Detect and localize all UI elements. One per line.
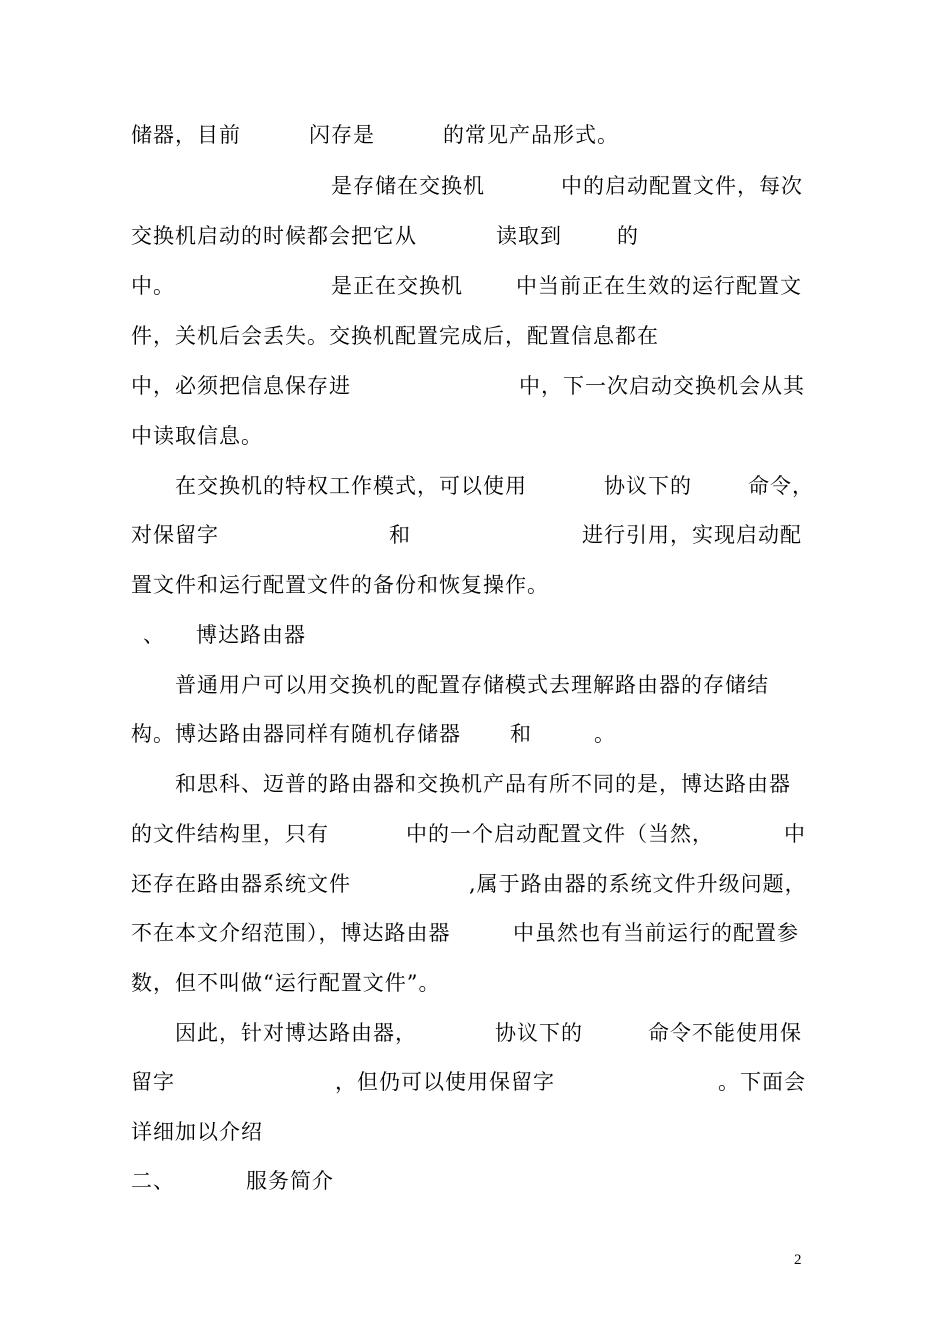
text-segment: 详细加以介绍 (131, 1120, 263, 1144)
text-segment: 因此，针对博达路由器， (175, 1021, 417, 1045)
text-segment: 的文件结构里，只有 (131, 822, 329, 846)
text-segment: 读取到 (496, 224, 562, 248)
section-number: 二、 (131, 1169, 175, 1193)
text-segment: 留字 (131, 1070, 175, 1094)
text-segment: 命令不能使用保 (648, 1021, 802, 1045)
text-segment: 不在本文介绍范围），博达路由器 (131, 921, 451, 945)
text-segment: 还存在路由器系统文件 (131, 872, 351, 896)
text-segment: 是正在交换机 (331, 274, 463, 298)
text-segment: 命令， (748, 474, 814, 498)
section-heading: 博达路由器 (196, 623, 306, 647)
text-segment: 件，关机后会丢失。交换机配置完成后，配置信息都在 (131, 324, 659, 348)
text-segment: 交换机启动的时候都会把它从 (131, 224, 417, 248)
text-segment: 构。博达路由器同样有随机存储器 (131, 722, 461, 746)
text-segment: 中虽然也有当前运行的配置参 (513, 921, 799, 945)
text-segment: 置文件和运行配置文件的备份和恢复操作。 (131, 573, 549, 597)
text-segment: 中，下一次启动交换机会从其 (519, 374, 805, 398)
text-segment: 协议下的 (604, 474, 692, 498)
text-segment: 和 (389, 523, 411, 547)
text-segment: 是存储在交换机 (331, 174, 485, 198)
page-number: 2 (794, 1252, 802, 1268)
text-segment: ，但仍可以使用保留字 (335, 1070, 555, 1094)
text-segment: 中 (784, 822, 806, 846)
text-segment: 数，但不叫做“运行配置文件”。 (131, 971, 441, 995)
text-segment: 中的启动配置文件，每次 (561, 174, 803, 198)
section-number: 、 (143, 623, 165, 647)
text-segment: 。 (594, 722, 616, 746)
text-segment: 闪存是 (309, 123, 375, 147)
text-segment: 对保留字 (131, 523, 219, 547)
text-segment: 在交换机的特权工作模式，可以使用 (175, 474, 527, 498)
text-segment: 。下面会 (718, 1070, 806, 1094)
text-segment: ,属于路由器的系统文件升级问题， (469, 872, 807, 896)
text-segment: 协议下的 (495, 1021, 583, 1045)
text-segment: 中读取信息。 (131, 424, 263, 448)
text-segment: 中。 (131, 274, 175, 298)
text-segment: 中，必须把信息保存进 (131, 374, 351, 398)
text-segment: 进行引用，实现启动配 (582, 523, 802, 547)
text-segment: 和 (510, 722, 532, 746)
text-segment: 和思科、迈普的路由器和交换机产品有所不同的是，博达路由器 (175, 772, 791, 796)
section-heading: 服务简介 (246, 1169, 334, 1193)
text-segment: 普通用户可以用交换机的配置存储模式去理解路由器的存储结 (175, 673, 769, 697)
text-segment: 中的一个启动配置文件（当然， (406, 822, 714, 846)
text-segment: 的 (617, 224, 639, 248)
text-segment: 的常见产品形式。 (443, 123, 619, 147)
text-segment: 储器，目前 (131, 123, 241, 147)
text-segment: 中当前正在生效的运行配置文 (516, 274, 802, 298)
